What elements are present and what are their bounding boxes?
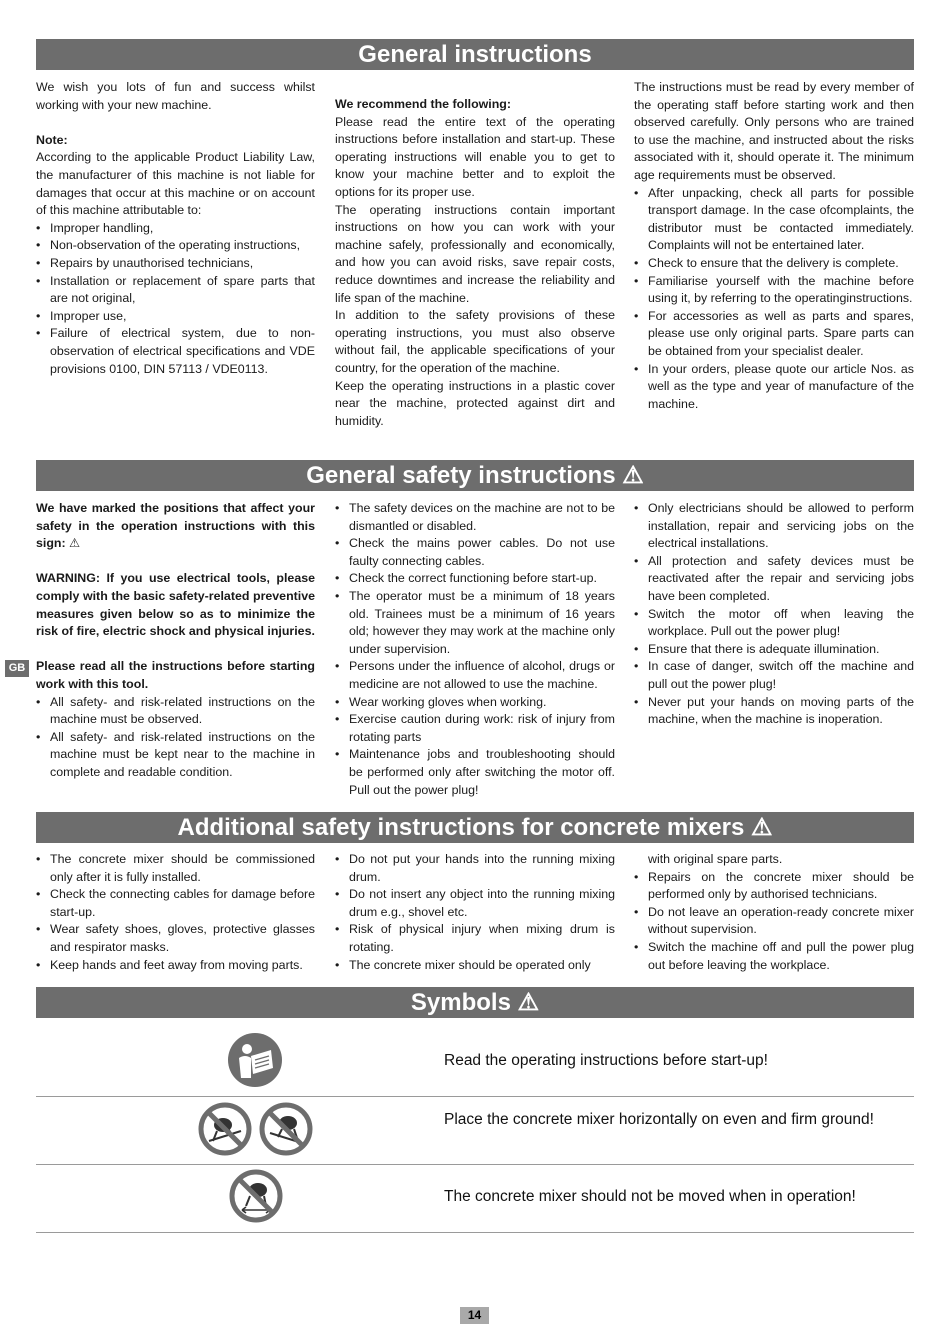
divider bbox=[36, 1096, 914, 1097]
intro-text: We wish you lots of fun and success whilst working with your new machine. bbox=[36, 80, 315, 112]
no-move-in-operation-icon bbox=[228, 1168, 284, 1229]
general-safety-header: General safety instructions ⚠ bbox=[36, 460, 914, 491]
paragraph: Please read the entire text of the operating instructions before installation and start-up. These operating instructions will enable you to get to know your machine better and to exploit the options for its proper use. bbox=[335, 114, 615, 199]
warning-paragraph: WARNING: If you use electrical tools, please comply with the basic safety-related preventive measures given below so as to minimize the risk of fire, electric shock and physical injuries. bbox=[36, 571, 315, 639]
list-item: • Exercise caution during work: risk of injury from rotating parts bbox=[335, 711, 615, 746]
safety-list bbox=[634, 500, 914, 729]
list-item: • Repairs on the concrete mixer should be performed only by authorised technicians. bbox=[634, 869, 914, 904]
list-item: • The concrete mixer should be operated only bbox=[335, 957, 615, 975]
divider bbox=[36, 1164, 914, 1165]
list-item: • Persons under the influence of alcohol, drugs or medicine are not allowed to use the machine. bbox=[335, 658, 615, 693]
list-item: • Only electricians should be allowed to perform installation, repair and servicing jobs on the electrical installations. bbox=[634, 500, 914, 553]
list-item: • Ensure that there is adequate illumination. bbox=[634, 641, 914, 659]
symbols-header: Symbols ⚠ bbox=[36, 987, 914, 1018]
symbol-text-read-manual: Read the operating instructions before start-up! bbox=[444, 1052, 768, 1069]
list-item: • For accessories as well as parts and spares, please use only original parts. Spare parts can be obtained from your specialist dealer. bbox=[634, 308, 914, 361]
general-col-3 bbox=[634, 79, 914, 413]
list-item: • After unpacking, check all parts for possible transport damage. In the case ofcomplaints, the distributor must be contacted immediately. Complaints will not be entertained later. bbox=[634, 185, 914, 255]
list-item: • Maintenance jobs and troubleshooting should be performed only after switching the motor off. Pull out the power plug! bbox=[335, 746, 615, 799]
read-manual-icon bbox=[227, 1032, 283, 1093]
safety-col-3 bbox=[634, 500, 914, 729]
list-item: • Check the mains power cables. Do not use faulty connecting cables. bbox=[335, 535, 615, 570]
list-item: • Familiarise yourself with the machine before using it, by referring to the operatinginstructions. bbox=[634, 273, 914, 308]
language-tab: GB bbox=[5, 660, 29, 677]
safety-col-2 bbox=[335, 500, 615, 799]
additional-col-1 bbox=[36, 851, 315, 974]
symbol-text-no-move: The concrete mixer should not be moved when in operation! bbox=[444, 1188, 856, 1205]
list-item: • Check to ensure that the delivery is complete. bbox=[634, 255, 914, 273]
general-col-1 bbox=[36, 79, 315, 378]
list-item: • All safety- and risk-related instructions on the machine must be kept near to the machine in complete and readable condition. bbox=[36, 729, 315, 782]
recommend-heading: We recommend the following: bbox=[335, 97, 512, 111]
additional-safety-header: Additional safety instructions for concrete mixers ⚠ bbox=[36, 812, 914, 843]
list-item: • All protection and safety devices must be reactivated after the repair and servicing jobs have been completed. bbox=[634, 553, 914, 606]
list-item: • Installation or replacement of spare parts that are not original, bbox=[36, 273, 315, 308]
list-item: • In your orders, please quote our article Nos. as well as the type and year of manufacture of the machine. bbox=[634, 361, 914, 414]
paragraph: The operating instructions contain important instructions on how you can work with your machine safely, professionally and economically, and how you can avoid risks, save repair costs, reduce downtimes and increase the reliability and life span of the machine. bbox=[335, 202, 615, 305]
mixer-list bbox=[335, 851, 615, 974]
list-item: • All safety- and risk-related instructions on the machine must be observed. bbox=[36, 694, 315, 729]
mixer-list bbox=[634, 869, 914, 975]
general-instructions-header: General instructions bbox=[36, 39, 914, 70]
page-number: 14 bbox=[460, 1307, 489, 1324]
paragraph: Keep the operating instructions in a plastic cover near the machine, protected against dirt and humidity. bbox=[335, 378, 615, 428]
paragraph: We have marked the positions that affect your safety in the operation instructions with this sign: ⚠ bbox=[36, 501, 315, 551]
liability-list bbox=[36, 220, 315, 378]
paragraph: The instructions must be read by every member of the operating staff before starting work and then observed carefully. Only persons who are trained to use the machine, and instructed about the risks associated with it, should operate it. The minimum age requirements must be observed. bbox=[634, 80, 914, 182]
list-item: • Wear working gloves when working. bbox=[335, 694, 615, 712]
mixer-list bbox=[36, 851, 315, 974]
list-item: • The operator must be a minimum of 18 years old. Trainees must be a minimum of 16 years old; however they may work at the machine only under supervision. bbox=[335, 588, 615, 658]
divider bbox=[36, 1232, 914, 1233]
symbol-text-horizontal: Place the concrete mixer horizontally on even and firm ground! bbox=[444, 1111, 874, 1128]
additional-col-3 bbox=[634, 851, 914, 974]
safety-col-1 bbox=[36, 500, 315, 782]
note-text: According to the applicable Product Liability Law, the manufacturer of this machine is not liable for damages that occur at this machine or on account of this machine attributable to: bbox=[36, 150, 315, 218]
list-item: • The safety devices on the machine are not to be dismantled or disabled. bbox=[335, 500, 615, 535]
list-item: • Switch the motor off when leaving the workplace. Pull out the power plug! bbox=[634, 606, 914, 641]
list-item: • Improper handling, bbox=[36, 220, 315, 238]
no-tilted-ground-icon bbox=[197, 1101, 315, 1162]
list-item: • Improper use, bbox=[36, 308, 315, 326]
list-item: • The concrete mixer should be commissioned only after it is fully installed. bbox=[36, 851, 315, 886]
safety-list bbox=[36, 694, 315, 782]
additional-col-2 bbox=[335, 851, 615, 974]
list-item: • Repairs by unauthorised technicians, bbox=[36, 255, 315, 273]
general-col-2 bbox=[335, 96, 615, 430]
list-item: • Check the correct functioning before start-up. bbox=[335, 570, 615, 588]
list-item: • Failure of electrical system, due to non-observation of electrical specifications and VDE provisions 0100, DIN 57113 / VDE0113. bbox=[36, 325, 315, 378]
paragraph: In addition to the safety provisions of these operating instructions, you must also observe without fail, the applicable specifications of your country, for the operation of the machine. bbox=[335, 308, 615, 375]
list-item: • Wear safety shoes, gloves, protective glasses and respirator masks. bbox=[36, 921, 315, 956]
list-item: • Check the connecting cables for damage before start-up. bbox=[36, 886, 315, 921]
unpacking-list bbox=[634, 185, 914, 414]
continued-text: with original spare parts. bbox=[648, 852, 783, 866]
safety-list bbox=[335, 500, 615, 799]
list-item: • Risk of physical injury when mixing drum is rotating. bbox=[335, 921, 615, 956]
list-item: • Non-observation of the operating instructions, bbox=[36, 237, 315, 255]
list-item: • Keep hands and feet away from moving parts. bbox=[36, 957, 315, 975]
list-item: • Do not leave an operation-ready concrete mixer without supervision. bbox=[634, 904, 914, 939]
list-item: • In case of danger, switch off the machine and pull out the power plug! bbox=[634, 658, 914, 693]
paragraph: Please read all the instructions before starting work with this tool. bbox=[36, 659, 315, 691]
list-item: • Do not put your hands into the running mixing drum. bbox=[335, 851, 615, 886]
list-item: • Never put your hands on moving parts of the machine, when the machine is inoperation. bbox=[634, 694, 914, 729]
note-label: Note: bbox=[36, 132, 68, 147]
list-item: • Switch the machine off and pull the power plug out before leaving the workplace. bbox=[634, 939, 914, 974]
list-item: • Do not insert any object into the running mixing drum e.g., shovel etc. bbox=[335, 886, 615, 921]
